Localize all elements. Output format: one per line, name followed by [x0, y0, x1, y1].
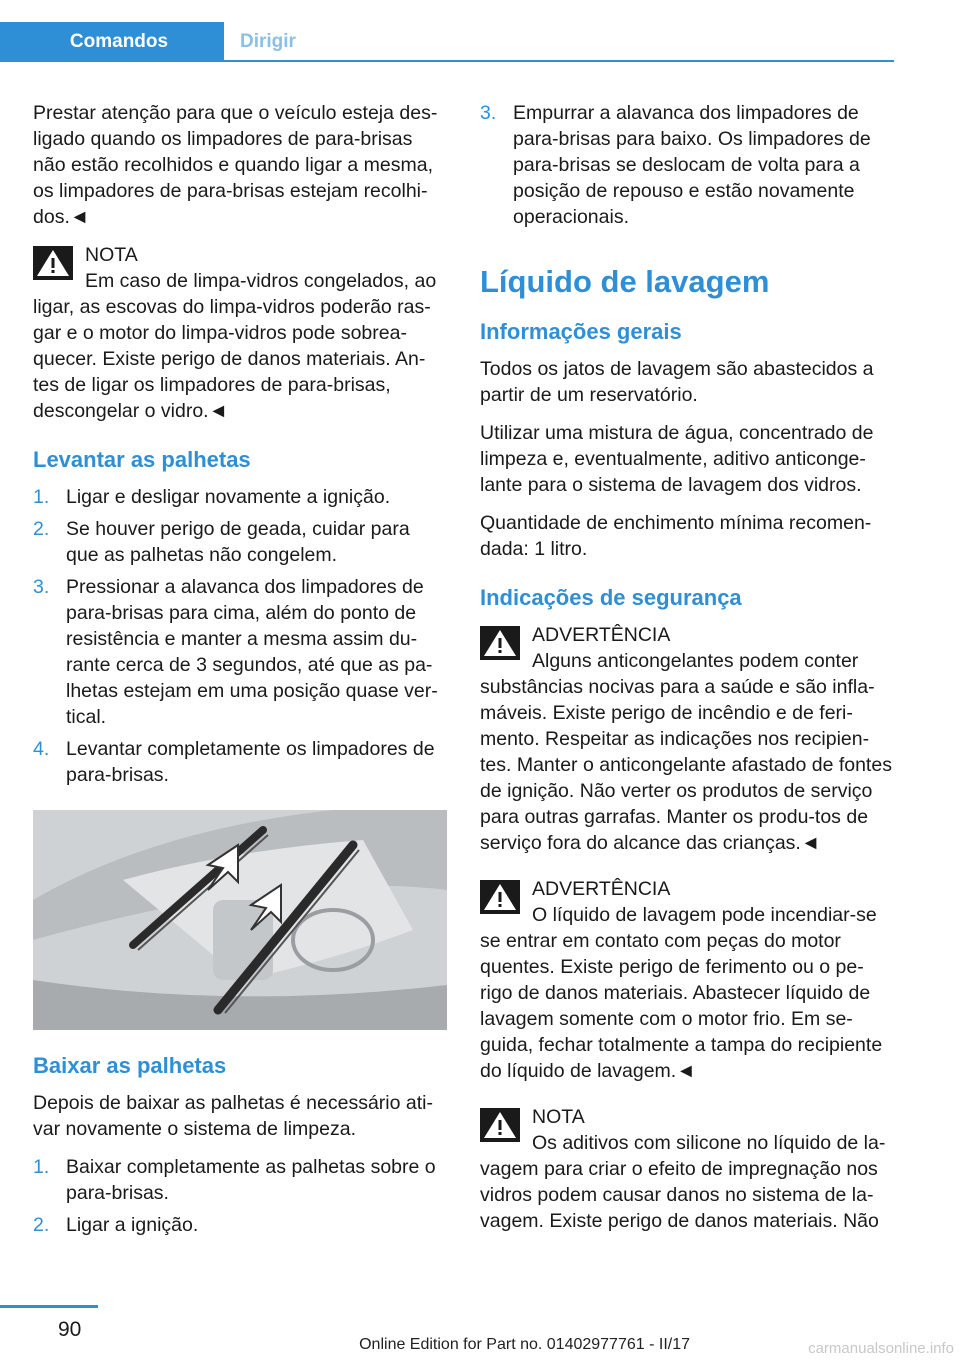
- warning-title: ADVERTÊNCIA: [532, 878, 671, 900]
- step-number: 2.: [33, 1214, 50, 1236]
- step-number: 2.: [33, 518, 50, 540]
- step-text: Pressionar a alavanca dos limpadores de para-brisas para cima, além do ponto de resistência e manter a mesma assim du-rante cerca de 3 segundos, até que as pa-lhetas estejam em uma posição quase ver-tical.: [66, 576, 438, 728]
- step-text: Se houver perigo de geada, cuidar para que as palhetas não congelem.: [66, 518, 410, 566]
- tab-comandos[interactable]: Comandos: [0, 22, 224, 62]
- step-number: 1.: [33, 1156, 50, 1178]
- step-text: Empurrar a alavanca dos limpadores de para-brisas para baixo. Os limpadores de para-brisas se deslocam de volta para a posição de repouso e estão novamente operacionais.: [513, 102, 871, 228]
- edition-note: Online Edition for Part no. 01402977761 - II/17: [359, 1336, 690, 1353]
- safety-heading: Indicações de segurança: [480, 585, 742, 610]
- step-number: 4.: [33, 738, 50, 760]
- header-rule: [0, 60, 894, 62]
- raise-steps-list: [33, 484, 447, 788]
- general-heading: Informações gerais: [480, 319, 682, 344]
- continued-steps-list: [480, 100, 894, 230]
- list-item: [33, 484, 447, 510]
- warning-title: ADVERTÊNCIA: [532, 624, 671, 646]
- warning-triangle-icon: [480, 1108, 520, 1142]
- lower-intro: Depois de baixar as palhetas é necessário ati-var novamente o sistema de limpeza.: [33, 1092, 433, 1140]
- note-text: Em caso de limpa-vidros congelados, ao ligar, as escovas do limpa-vidros poderão ras-gar e o motor do limpa-vidros pode sobrea-quecer. Existe perigo de danos materiais. An-tes de ligar os limpadores de para-brisas, descongelar o vidro.◄: [33, 270, 437, 422]
- warning-triangle-icon: [480, 626, 520, 660]
- note-box: [33, 242, 447, 424]
- warning-triangle-icon: [33, 246, 73, 280]
- step-text: Levantar completamente os limpadores de para-brisas.: [66, 738, 435, 786]
- lower-steps-list: [33, 1154, 447, 1238]
- footer-rule: [0, 1305, 98, 1308]
- page-number: 90: [58, 1318, 82, 1341]
- note-title: NOTA: [85, 244, 138, 266]
- step-text: Ligar e desligar novamente a ignição.: [66, 486, 391, 508]
- lower-heading: Baixar as palhetas: [33, 1053, 227, 1078]
- list-item: [33, 516, 447, 568]
- list-item: [480, 100, 894, 230]
- step-text: Baixar completamente as palhetas sobre o para-brisas.: [66, 1156, 436, 1204]
- right-column: [480, 100, 894, 1254]
- general-paragraph-3: Quantidade de enchimento mínima recomen-dada: 1 litro.: [480, 512, 872, 560]
- step-text: Ligar a ignição.: [66, 1214, 199, 1236]
- raise-heading: Levantar as palhetas: [33, 447, 251, 472]
- warning-box: [480, 876, 894, 1084]
- note-box: [480, 1104, 894, 1234]
- section-title: Líquido de lavagem: [480, 264, 770, 299]
- watermark: carmanualsonline.info: [808, 1340, 954, 1357]
- warning-triangle-icon: [480, 880, 520, 914]
- general-paragraph-1: Todos os jatos de lavagem são abastecidos a partir de um reservatório.: [480, 358, 874, 406]
- warning-box: [480, 622, 894, 856]
- tab-dirigir[interactable]: Dirigir: [240, 31, 296, 52]
- wiper-illustration: [33, 810, 447, 1030]
- step-number: 3.: [33, 576, 50, 598]
- step-number: 1.: [33, 486, 50, 508]
- list-item: [33, 1154, 447, 1206]
- list-item: [33, 574, 447, 730]
- intro-paragraph: Prestar atenção para que o veículo esteja des-ligado quando os limpadores de para-brisas não estão recolhidos e quando ligar a mesma, os limpadores de para-brisas estejam recolhi-dos.◄: [33, 102, 438, 228]
- step-number: 3.: [480, 102, 497, 124]
- warning-text: Alguns anticongelantes podem conter substâncias nocivas para a saúde e são infla-máveis. Existe perigo de incêndio e de feri-mento. Respeitar as indicações nos recipien-tes. Manter o anticongelante afastado de fontes de ignição. Não verter os produtos de serviço para outras garrafas. Manter os produ-tos de serviço fora do alcance das crianças.◄: [480, 650, 892, 854]
- warning-text: O líquido de lavagem pode incendiar-se se entrar em contato com peças do motor quentes. Existe perigo de ferimento ou o pe-rigo de danos materiais. Abastecer líquido de lavagem somente com o motor frio. Em se-guida, fechar totalmente a tampa do recipiente do líquido de lavagem.◄: [480, 904, 883, 1082]
- list-item: [33, 1212, 447, 1238]
- note-title: NOTA: [532, 1106, 585, 1128]
- note-text: Os aditivos com silicone no líquido de la-vagem para criar o efeito de impregnação nos vidros podem causar danos no sistema de la-vagem. Existe perigo de danos materiais. Não: [480, 1132, 886, 1232]
- general-paragraph-2: Utilizar uma mistura de água, concentrado de limpeza e, eventualmente, aditivo anticonge-lante para o sistema de lavagem dos vidros.: [480, 422, 874, 496]
- list-item: [33, 736, 447, 788]
- left-column: [33, 100, 447, 1250]
